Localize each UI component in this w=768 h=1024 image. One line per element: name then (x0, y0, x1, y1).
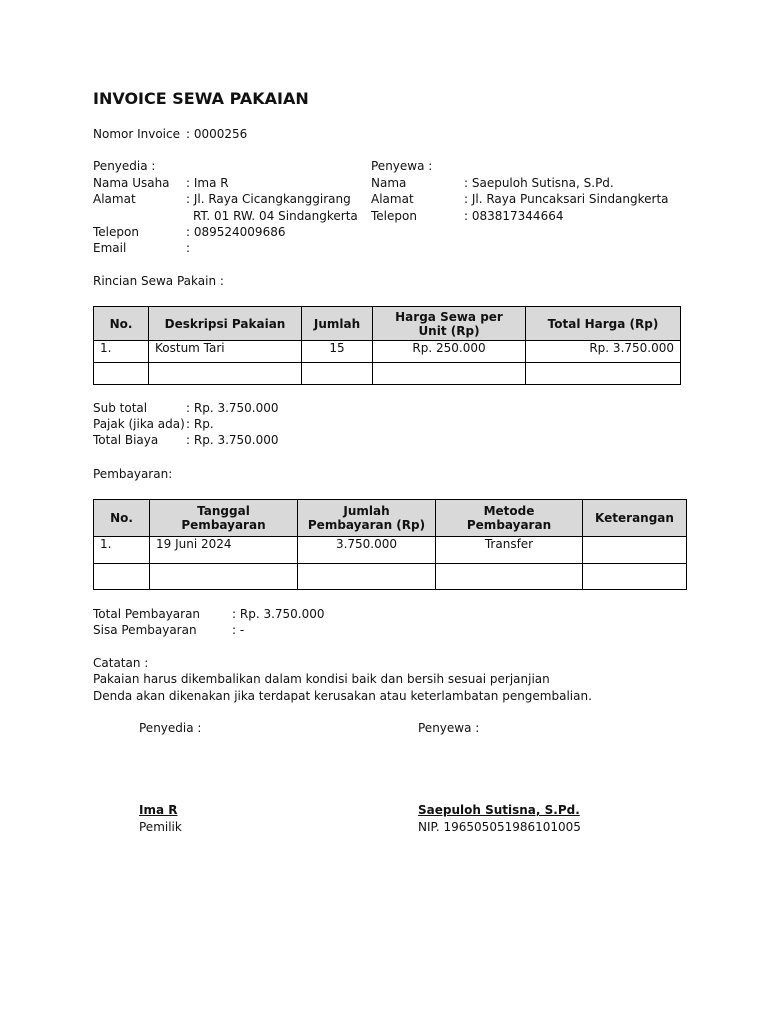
tax-value: : Rp. (186, 417, 214, 431)
rental-cell-no: 1. (94, 341, 149, 363)
payment-cell-method (436, 564, 583, 590)
payment-header-amount: Jumlah Pembayaran (Rp) (298, 500, 436, 537)
rental-cell-total: Rp. 3.750.000 (526, 341, 681, 363)
payment-cell-date (150, 564, 298, 590)
payment-table (93, 499, 687, 590)
provider-email-label: Email (93, 241, 127, 255)
payment-header-notes: Keterangan (583, 500, 687, 537)
remaining-payment-label: Sisa Pembayaran (93, 623, 197, 637)
rental-header-description: Deskripsi Pakaian (149, 307, 302, 341)
provider-address-value-2: RT. 01 RW. 04 Sindangkerta (193, 209, 358, 223)
rental-cell-description (149, 363, 302, 385)
invoice-number-value: : 0000256 (186, 127, 248, 141)
total-cost-value: : Rp. 3.750.000 (186, 433, 279, 447)
renter-name-label: Nama (371, 176, 407, 190)
payment-cell-date: 19 Juni 2024 (150, 537, 298, 564)
rental-header-no: No. (94, 307, 149, 341)
rental-table (93, 306, 681, 385)
renter-address-value: : Jl. Raya Puncaksari Sindangkerta (464, 192, 669, 206)
payment-cell-no: 1. (94, 537, 150, 564)
payment-heading: Pembayaran: (93, 467, 173, 481)
provider-address-label: Alamat (93, 192, 136, 206)
provider-name-value: : Ima R (186, 176, 229, 190)
subtotal-label: Sub total (93, 401, 148, 415)
payment-header-no: No. (94, 500, 150, 537)
rental-cell-unit-price: Rp. 250.000 (373, 341, 526, 363)
provider-phone-label: Telepon (93, 225, 139, 239)
table-row (94, 363, 681, 385)
provider-phone-value: : 089524009686 (186, 225, 286, 239)
provider-heading: Penyedia : (93, 159, 156, 173)
notes-line-1: Pakaian harus dikembalikan dalam kondisi baik dan bersih sesuai perjanjian (93, 672, 550, 686)
renter-name-value: : Saepuloh Sutisna, S.Pd. (464, 176, 614, 190)
signature-provider-role: Pemilik (139, 820, 182, 834)
renter-phone-label: Telepon (371, 209, 417, 223)
notes-line-2: Denda akan dikenakan jika terdapat kerusakan atau keterlambatan pengembalian. (93, 689, 592, 703)
rental-header-unit-price: Harga Sewa per Unit (Rp) (373, 307, 526, 341)
rental-heading: Rincian Sewa Pakain : (93, 274, 224, 288)
payment-cell-no (94, 564, 150, 590)
total-payment-label: Total Pembayaran (93, 607, 201, 621)
provider-name-label: Nama Usaha (93, 176, 170, 190)
provider-email-value: : (186, 241, 191, 255)
payment-cell-method: Transfer (436, 537, 583, 564)
signature-renter-role: NIP. 196505051986101005 (418, 820, 581, 834)
rental-cell-quantity: 15 (302, 341, 373, 363)
rental-cell-total (526, 363, 681, 385)
renter-phone-value: : 083817344664 (464, 209, 564, 223)
total-payment-value: : Rp. 3.750.000 (232, 607, 325, 621)
renter-address-label: Alamat (371, 192, 414, 206)
payment-table-header-row (94, 500, 687, 537)
table-row (94, 537, 687, 564)
table-row (94, 564, 687, 590)
signature-provider-heading: Penyedia : (139, 721, 202, 735)
remaining-payment-value: : - (232, 623, 245, 637)
rental-cell-unit-price (373, 363, 526, 385)
rental-cell-quantity (302, 363, 373, 385)
notes-heading: Catatan : (93, 656, 149, 670)
rental-header-total: Total Harga (Rp) (526, 307, 681, 341)
signature-renter-heading: Penyewa : (418, 721, 480, 735)
payment-cell-amount: 3.750.000 (298, 537, 436, 564)
payment-cell-amount (298, 564, 436, 590)
rental-header-quantity: Jumlah (302, 307, 373, 341)
total-cost-label: Total Biaya (93, 433, 159, 447)
payment-cell-notes (583, 564, 687, 590)
rental-cell-no (94, 363, 149, 385)
payment-header-method: Metode Pembayaran (436, 500, 583, 537)
rental-cell-description: Kostum Tari (149, 341, 302, 363)
renter-heading: Penyewa : (371, 159, 433, 173)
provider-address-value: : Jl. Raya Cicangkanggirang (186, 192, 351, 206)
subtotal-value: : Rp. 3.750.000 (186, 401, 279, 415)
signature-renter-name: Saepuloh Sutisna, S.Pd. (418, 803, 580, 817)
payment-header-date: Tanggal Pembayaran (150, 500, 298, 537)
table-row (94, 341, 681, 363)
invoice-number-label: Nomor Invoice (93, 127, 180, 141)
invoice-title: INVOICE SEWA PAKAIAN (93, 89, 309, 108)
payment-cell-notes (583, 537, 687, 564)
tax-label: Pajak (jika ada) (93, 417, 185, 431)
signature-provider-name: Ima R (139, 803, 178, 817)
rental-table-header-row (94, 307, 681, 341)
